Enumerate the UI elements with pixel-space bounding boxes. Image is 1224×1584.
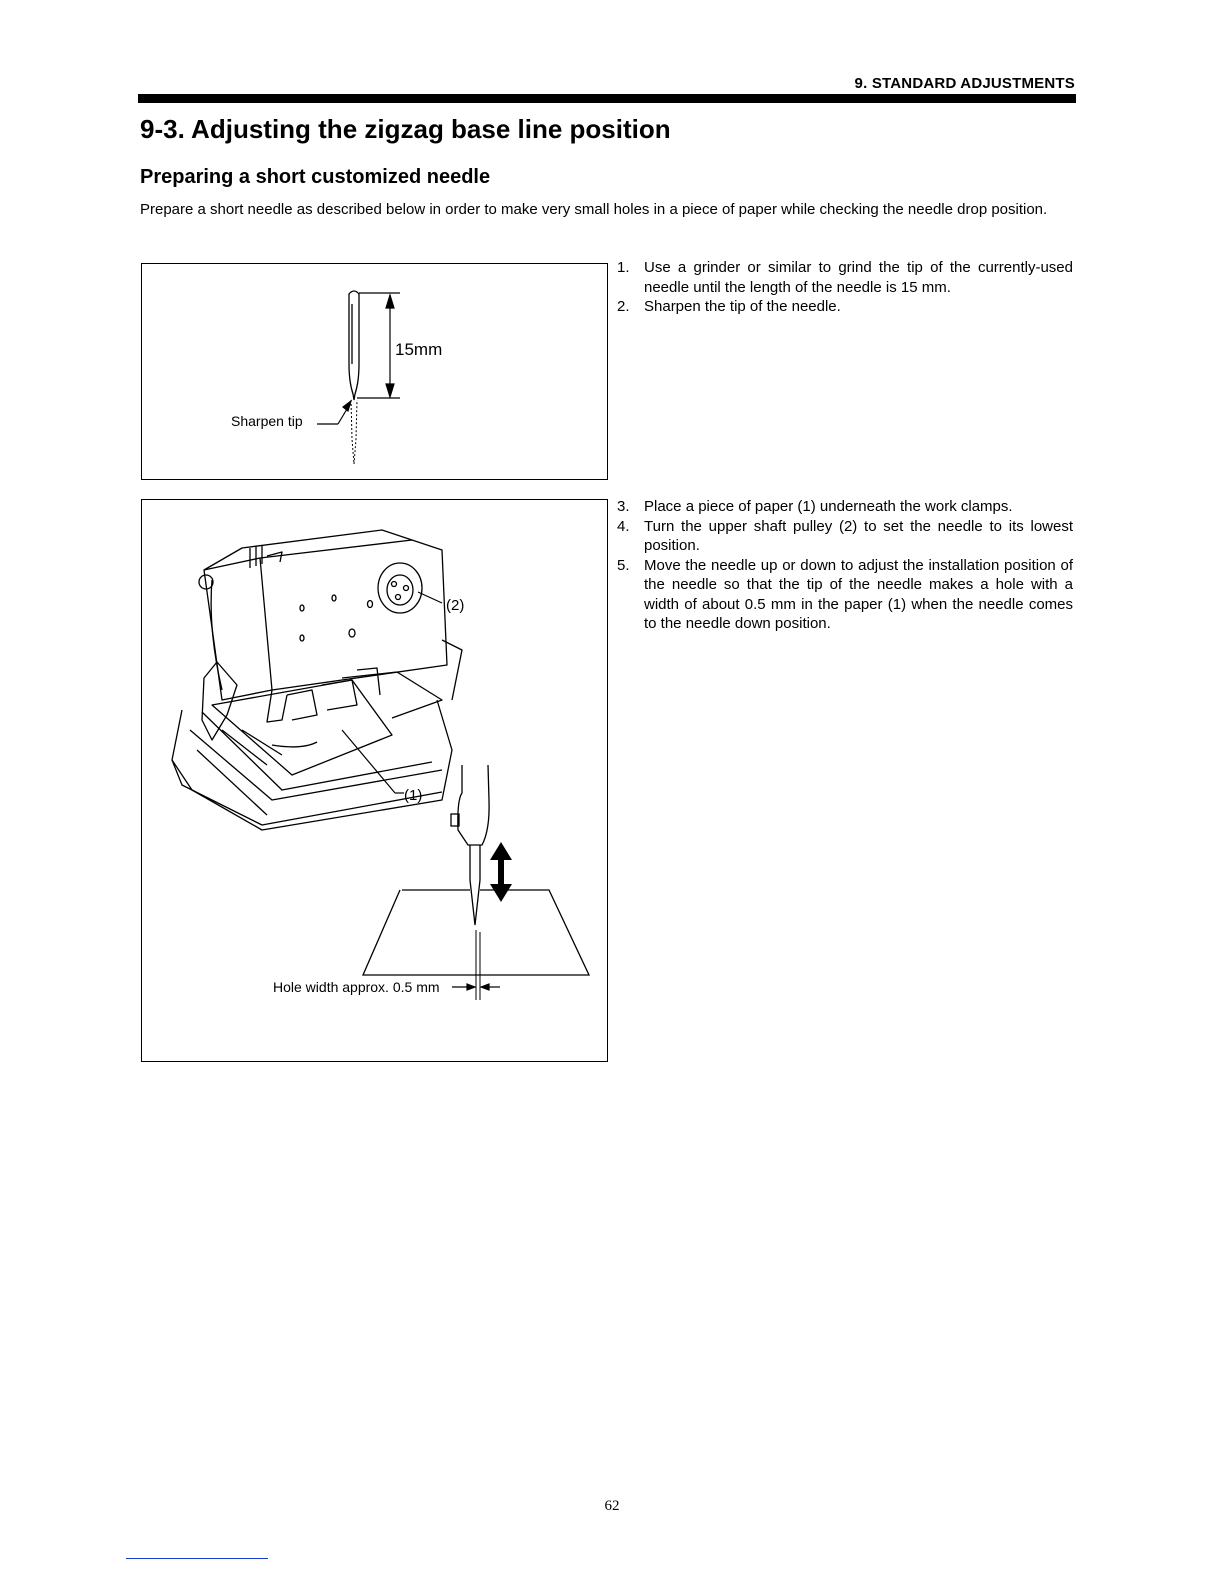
step-number: 4. (617, 517, 630, 535)
sharpen-tip-arrow (317, 401, 351, 424)
section-subtitle: Preparing a short customized needle (140, 166, 491, 188)
list-item (617, 556, 1073, 634)
callout-pulley: (2) (446, 597, 465, 614)
steps-part-2 (617, 497, 1073, 634)
sharpen-label: Sharpen tip (231, 413, 303, 429)
step-text: Turn the upper shaft pulley (2) to set the needle to its lowest position. (644, 517, 1073, 554)
intro-paragraph: Prepare a short needle as described below in order to make very small holes in a piece of paper while checking the needle drop position. (140, 201, 1048, 218)
step-number: 2. (617, 298, 630, 315)
needle-detail (451, 765, 489, 1000)
length-label: 15mm (395, 340, 443, 359)
needle-shape (349, 291, 359, 400)
step-text: Use a grinder or similar to grind the tip of the currently-used needle until the length of the needle is 15 mm. (644, 259, 1073, 296)
step-number: 1. (617, 259, 630, 276)
machine-figure (141, 499, 608, 1062)
header-rule (138, 94, 1076, 103)
pulley-leader (418, 592, 442, 603)
steps-part-1 (617, 258, 1073, 317)
page-title: 9-3. Adjusting the zigzag base line position (140, 114, 671, 144)
up-down-arrow (490, 842, 512, 902)
sewing-machine-drawing (172, 530, 465, 830)
step-number: 5. (617, 556, 630, 574)
list-item (617, 297, 1073, 317)
step-text: Sharpen the tip of the needle. (644, 298, 841, 315)
ground-off-tip (351, 400, 357, 464)
footer-line (126, 1558, 268, 1559)
list-item (617, 497, 1073, 517)
dimension-15mm (357, 293, 400, 398)
section-header: 9. STANDARD ADJUSTMENTS (854, 75, 1075, 92)
hole-width-label: Hole width approx. 0.5 mm (273, 979, 440, 995)
needle-illustration (142, 264, 606, 478)
step-text: Move the needle up or down to adjust the installation position of the needle so that the tip of the needle makes a hole with a width of about 0.5 mm in the paper (1) when the needle comes to the needle down position. (644, 556, 1073, 632)
paper-sheet (212, 680, 392, 775)
machine-illustration (142, 500, 606, 1060)
page-number: 62 (604, 1498, 620, 1514)
step-number: 3. (617, 498, 630, 515)
callout-paper: (1) (404, 787, 423, 804)
list-item (617, 258, 1073, 297)
list-item (617, 517, 1073, 556)
step-text: Place a piece of paper (1) underneath the work clamps. (644, 498, 1013, 515)
needle-figure (141, 263, 608, 480)
